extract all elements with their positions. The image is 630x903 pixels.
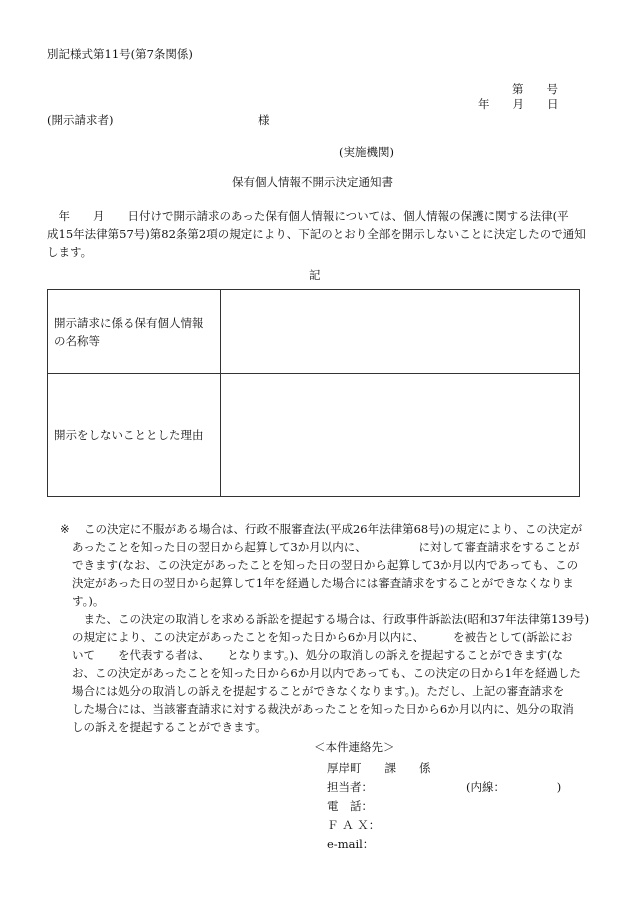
note-line: 決定があった日の翌日から起算して1年を経過した場合には審査請求をすることができなくなりま bbox=[72, 576, 574, 590]
table-row bbox=[48, 374, 580, 497]
table-value-name bbox=[221, 290, 580, 374]
page-title: 保有個人情報不開示決定通知書 bbox=[232, 175, 393, 189]
note-line: この決定に不服がある場合は、行政不服審査法(平成26年法律第68号)の規定により、この決定が bbox=[84, 522, 583, 536]
table-row bbox=[48, 290, 580, 374]
note-line: しの訴えを提起することができます。 bbox=[72, 720, 267, 734]
contact-fax-label: Ｆ Ａ Ｘ： bbox=[327, 818, 381, 832]
document-date: 年 月 日 bbox=[478, 97, 559, 111]
note-line: す。)。 bbox=[72, 594, 105, 608]
contact-phone-label: 電 話： bbox=[327, 799, 373, 813]
notes-paragraph bbox=[72, 520, 589, 736]
label-line: 開示をしないこととした理由 bbox=[54, 428, 204, 442]
note-line: あったことを知った日の翌日から起算して3か月以内に、 に対して審査請求をすることが bbox=[72, 540, 580, 554]
requester-honorific: 様 bbox=[258, 113, 270, 127]
note-line: いて を代表する者は、 となります。)、処分の取消しの訴えを提起することができます(な bbox=[72, 648, 564, 662]
note-line: した場合には、当該審査請求に対する裁決があったことを知った日から6か月以内に、処分の取消 bbox=[72, 702, 574, 716]
requester-label: (開示請求者) bbox=[47, 113, 114, 127]
info-table bbox=[47, 289, 580, 497]
ki-heading: 記 bbox=[309, 268, 321, 282]
label-line: 開示請求に係る保有個人情報 bbox=[54, 315, 204, 330]
body-paragraph bbox=[47, 207, 586, 261]
note-line: できます(なお、この決定があったことを知った日の翌日から起算して3か月以内であっても、この bbox=[72, 558, 579, 572]
contact-dept: 厚岸町 課 係 bbox=[327, 761, 431, 775]
contact-person-label: 担当者： bbox=[327, 780, 373, 794]
note-line: 場合には処分の取消しの訴えを提起することができなくなります。)。ただし、上記の審査請求を bbox=[72, 684, 565, 698]
contact-email-label: e-mail： bbox=[327, 837, 375, 851]
note-mark: ※ bbox=[60, 522, 70, 536]
contact-extension: (内線： ) bbox=[466, 780, 562, 794]
body-line: 成15年法律第57号)第82条第2項の規定により、下記のとおり全部を開示しないことに決定したので通知 bbox=[47, 227, 586, 241]
table-value-reason bbox=[221, 374, 580, 497]
agency-label: (実施機関) bbox=[339, 145, 394, 159]
table-label-reason bbox=[48, 374, 221, 497]
note-line: また、この決定の取消しを求める訴訟を提起する場合は、行政事件訴訟法(昭和37年法律第139号) bbox=[72, 612, 590, 626]
body-line: します。 bbox=[47, 245, 93, 259]
label-line: の名称等 bbox=[54, 333, 100, 348]
contact-heading: ＜本件連絡先＞ bbox=[314, 740, 395, 754]
note-line: お、この決定があったことを知った日から6か月以内であっても、この決定の日から1年を経過した bbox=[72, 666, 581, 680]
body-line: 年 月 日付けで開示請求のあった保有個人情報については、個人情報の保護に関する法律(平 bbox=[47, 209, 569, 223]
form-label: 別記様式第11号(第7条関係) bbox=[47, 47, 193, 61]
table-label-name bbox=[48, 290, 221, 374]
note-line: の規定により、この決定があったことを知った日から6か月以内に、 を被告として(訴訟にお bbox=[72, 630, 573, 644]
document-number: 第 号 bbox=[512, 82, 558, 96]
